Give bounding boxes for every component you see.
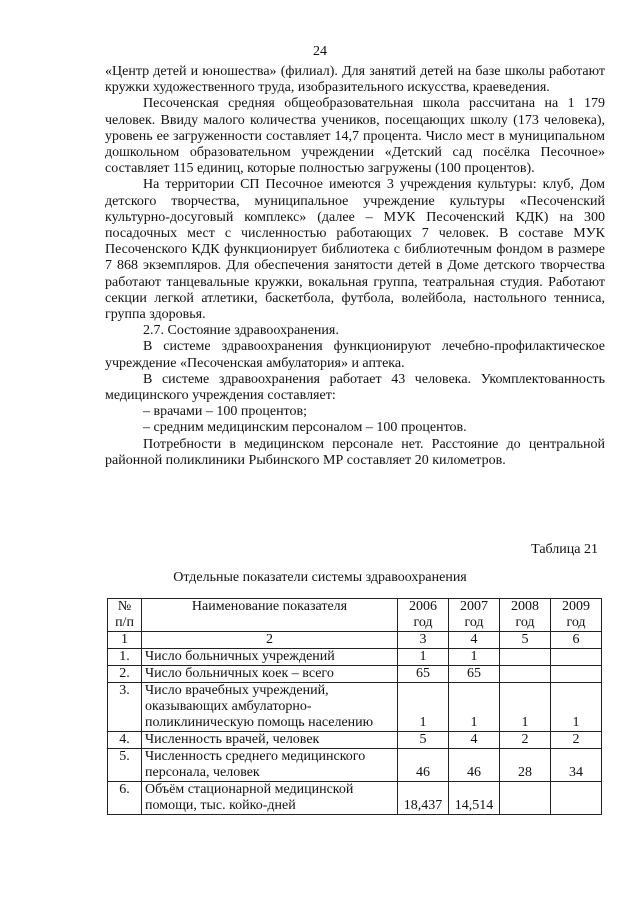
cell-value [551, 649, 602, 666]
cell-value: 46 [449, 749, 500, 782]
table-row [108, 683, 602, 732]
row-name: Объём стационарной медицинской помощи, тыс. койко-дней [142, 782, 398, 815]
col-number: 4 [449, 632, 500, 649]
row-number: 5. [108, 749, 142, 782]
cell-value: 1 [398, 683, 449, 732]
cell-value: 1 [398, 649, 449, 666]
cell-value: 65 [398, 666, 449, 683]
col-number: 6 [551, 632, 602, 649]
header-num: № п/п [108, 599, 142, 632]
cell-value: 1 [449, 683, 500, 732]
cell-value: 34 [551, 749, 602, 782]
row-name: Число больничных учреждений [142, 649, 398, 666]
column-number-row [108, 632, 602, 649]
cell-value: 14,514 [449, 782, 500, 815]
header-year: 2007 год [449, 599, 500, 632]
header-year: 2006 год [398, 599, 449, 632]
col-number: 5 [500, 632, 551, 649]
cell-value [500, 782, 551, 815]
col-number: 1 [108, 632, 142, 649]
health-indicators-table [107, 598, 602, 815]
row-name: Численность врачей, человек [142, 732, 398, 749]
table-row [108, 666, 602, 683]
cell-value: 1 [500, 683, 551, 732]
cell-value: 5 [398, 732, 449, 749]
row-number: 2. [108, 666, 142, 683]
table-row [108, 782, 602, 815]
row-number: 3. [108, 683, 142, 732]
body-text [105, 64, 605, 469]
cell-value: 18,437 [398, 782, 449, 815]
cell-value [551, 782, 602, 815]
cell-value [551, 666, 602, 683]
list-item: – врачами – 100 процентов; [143, 404, 307, 420]
paragraph: «Центр детей и юношества» (филиал). Для занятий детей на базе школы работают кружки художественного труда, изобразительного искусства, краеведения. [105, 64, 605, 96]
table-row [108, 749, 602, 782]
header-name: Наименование показателя [142, 599, 398, 632]
row-name: Число врачебных учреждений, оказывающих амбулаторно-поликлиническую помощь населению [142, 683, 398, 732]
col-number: 2 [142, 632, 398, 649]
paragraph: В системе здравоохранения функционируют лечебно-профилактическое учреждение «Песоченская амбулатория» и аптека. [105, 339, 605, 371]
cell-value: 1 [449, 649, 500, 666]
cell-value: 2 [500, 732, 551, 749]
paragraph: Потребности в медицинском персонале нет. Расстояние до центральной районной поликлиники Рыбинского МР составляет 20 километров. [105, 436, 605, 468]
row-number: 4. [108, 732, 142, 749]
cell-value: 1 [551, 683, 602, 732]
cell-value: 65 [449, 666, 500, 683]
col-number: 3 [398, 632, 449, 649]
table-caption: Отдельные показатели системы здравоохранения [173, 570, 467, 585]
list-item: – средним медицинским персоналом – 100 процентов. [143, 420, 467, 436]
paragraph: На территории СП Песочное имеются 3 учреждения культуры: клуб, Дом детского творчества, муниципальное учреждение культуры «Песоченский культурно-досуговый комплекс» (далее – МУК Песоченский КДК) на 300 посадочных мест с численностью работающих 7 человек. В составе МУК Песоченского КДК функционирует библиотека с библиотечным фондом в размере 7 868 экземпляров. Для обеспечения занятости детей в Доме детского творчества работают танцевальные кружки, вокальная группа, театральная студия. Работают секции легкой атлетики, баскетбола, футбола, волейбола, настольного тенниса, группа здоровья. [105, 177, 605, 323]
cell-value: 4 [449, 732, 500, 749]
paragraph: Песоченская средняя общеобразовательная школа рассчитана на 1 179 человек. Ввиду малого количества учеников, посещающих школу (173 человека), уровень ее загруженности составляет 14,7 процента. Число мест в муниципальном дошкольном образовательном учреждении «Детский сад посёлка Песочное» составляет 115 единиц, которые полностью загружены (100 процентов). [105, 96, 605, 177]
header-year: 2009 год [551, 599, 602, 632]
table-label: Таблица 21 [531, 542, 598, 557]
paragraph: В системе здравоохранения работает 43 человека. Укомплектованность медицинского учреждения составляет: [105, 371, 605, 404]
table-header-row [108, 599, 602, 632]
row-number: 1. [108, 649, 142, 666]
table-row [108, 732, 602, 749]
row-name: Число больничных коек – всего [142, 666, 398, 683]
cell-value [500, 649, 551, 666]
cell-value [500, 666, 551, 683]
page-number: 24 [313, 44, 327, 59]
cell-value: 46 [398, 749, 449, 782]
section-heading: 2.7. Состояние здравоохранения. [143, 323, 339, 339]
header-year: 2008 год [500, 599, 551, 632]
row-number: 6. [108, 782, 142, 815]
table-row [108, 649, 602, 666]
cell-value: 28 [500, 749, 551, 782]
cell-value: 2 [551, 732, 602, 749]
row-name: Численность среднего медицинского персонала, человек [142, 749, 398, 782]
